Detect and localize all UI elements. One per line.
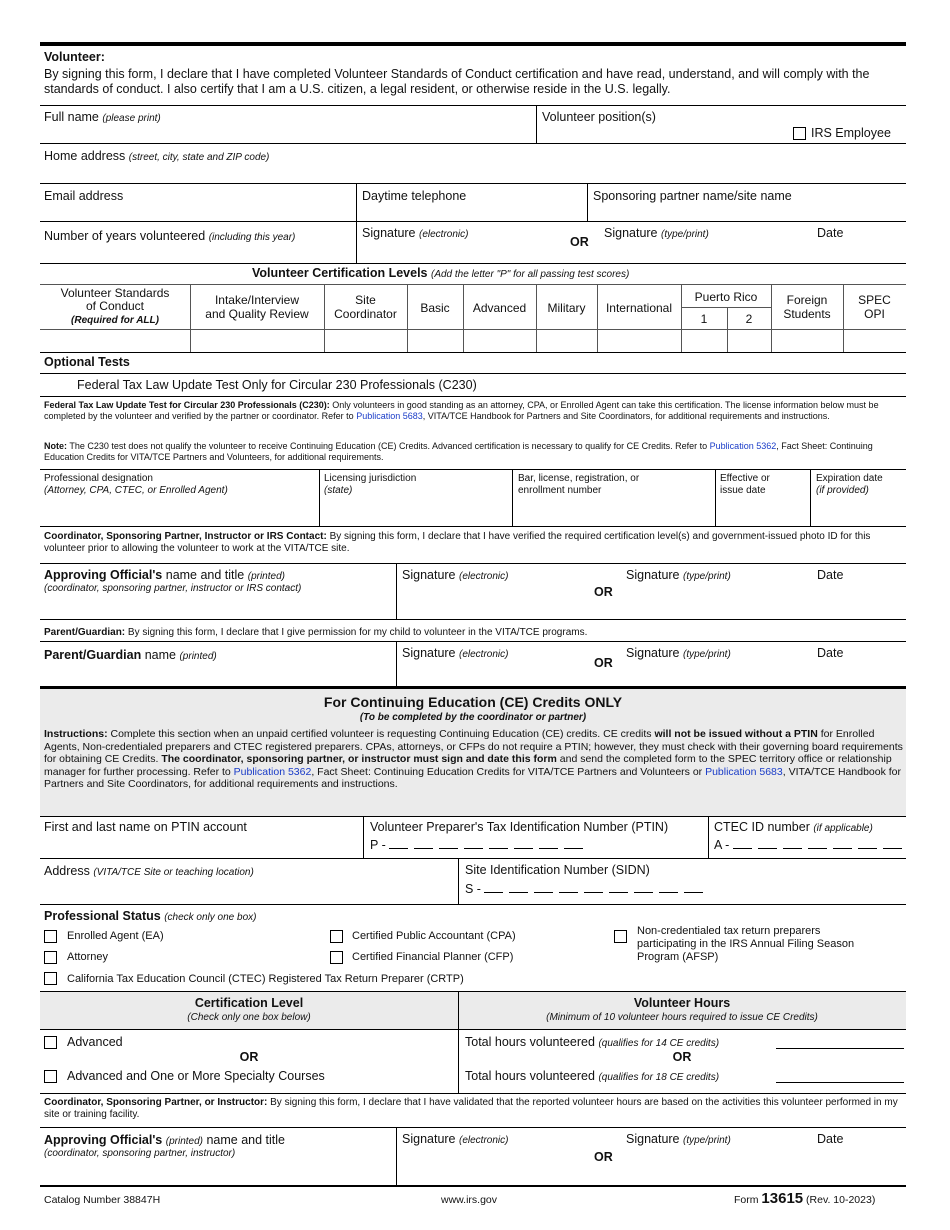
col-standards: Volunteer Standards of Conduct (Required for ALL) — [60, 286, 170, 326]
col-pr-1: 1 — [700, 312, 708, 326]
afsp-label: Non-credentialed tax return preparers participating in the IRS Annual Filing Season Program (AFSP) — [637, 925, 855, 963]
ptin-label: Volunteer Preparer's Tax Identification Number (PTIN) — [370, 820, 669, 834]
effective-date-label: Effective or issue date — [720, 473, 770, 496]
advanced-label: Advanced — [67, 1035, 123, 1049]
hours-14-field[interactable] — [776, 1048, 904, 1049]
hours-18-field[interactable] — [776, 1082, 904, 1083]
parent-or: OR — [594, 656, 613, 670]
ce-subtitle: (To be completed by the coordinator or partner) — [359, 712, 587, 723]
cfp-label: Certified Financial Planner (CFP) — [352, 951, 514, 963]
parent-signature-electronic: Signature (electronic) — [402, 646, 509, 660]
ctec-field[interactable]: A - — [714, 838, 908, 853]
cert-or: OR — [239, 1050, 259, 1064]
advanced-specialty-checkbox[interactable] — [44, 1070, 57, 1083]
approving-official-hint: (coordinator, sponsoring partner, instructor or IRS contact) — [44, 583, 302, 594]
sidn-label: Site Identification Number (SIDN) — [465, 863, 650, 877]
prof-status-heading: Professional Status (check only one box) — [44, 909, 257, 923]
volunteer-or: OR — [570, 235, 589, 249]
ce-coordinator-declaration: Coordinator, Sponsoring Partner, or Instructor: By signing this form, I declare that I have validated that the reported volunteer hours are based on the activities this volunteer performed in my site or training facility. — [44, 1097, 898, 1120]
address-label: Address (VITA/TCE Site or teaching location) — [44, 864, 254, 878]
expiration-date-label: Expiration date (if provided) — [816, 473, 883, 496]
vol-hours-hint: (Minimum of 10 volunteer hours required to issue CE Credits) — [546, 1012, 818, 1023]
cert-level-heading: Certification Level — [194, 996, 304, 1010]
volunteer-signature-typeprint: Signature (type/print) — [604, 226, 709, 240]
irs-employee-label: IRS Employee — [811, 126, 891, 140]
cpa-checkbox[interactable] — [330, 930, 343, 943]
approving-date: Date — [817, 568, 844, 582]
crtp-label: California Tax Education Council (CTEC) Registered Tax Return Preparer (CRTP) — [67, 973, 464, 985]
approving-signature-typeprint: Signature (type/print) — [626, 568, 731, 582]
volunteer-position-label: Volunteer position(s) — [542, 110, 656, 124]
col-site-coordinator: Site Coordinator — [334, 293, 397, 321]
ce-signature-typeprint: Signature (type/print) — [626, 1132, 731, 1146]
col-foreign-students: Foreign Students — [783, 293, 831, 321]
hours-or: OR — [672, 1050, 692, 1064]
col-puerto-rico: Puerto Rico — [694, 290, 758, 304]
ce-signature-electronic: Signature (electronic) — [402, 1132, 509, 1146]
home-address-label: Home address (street, city, state and ZIP code) — [44, 149, 270, 163]
afsp-checkbox[interactable] — [614, 930, 627, 943]
jurisdiction-label: Licensing jurisdiction (state) — [324, 473, 417, 496]
cfp-checkbox[interactable] — [330, 951, 343, 964]
c230-paragraph: Federal Tax Law Update Test for Circular 230 Professionals (C230): Only volunteers in good standing as an attorney, CPA, or Enrolled Agent can take this certification. The license information below must be completed by the volunteer and verified by the partner or coordinator. Refer to Publication 5683, VITA/TCE Handbook for Partners and Site Coordinators, for additional requirements and instructions. — [44, 400, 879, 421]
c230-test-line: Federal Tax Law Update Test Only for Circular 230 Professionals (C230) — [77, 378, 477, 392]
col-intake: Intake/Interview and Quality Review — [205, 293, 309, 321]
attorney-checkbox[interactable] — [44, 951, 57, 964]
cpa-label: Certified Public Accountant (CPA) — [352, 930, 516, 942]
approving-signature-electronic: Signature (electronic) — [402, 568, 509, 582]
full-name-label: Full name (please print) — [44, 110, 161, 124]
coordinator-declaration: Coordinator, Sponsoring Partner, Instructor or IRS Contact: By signing this form, I declare that I have verified the required certification level(s) and government-issued photo ID for this volunteer prior to allowing the volunteer to work at the VITA/TCE site. — [44, 531, 871, 554]
email-label: Email address — [44, 189, 124, 203]
ea-label: Enrolled Agent (EA) — [67, 930, 164, 942]
col-advanced: Advanced — [472, 301, 527, 315]
form-number: Form 13615 (Rev. 10-2023) — [734, 1190, 876, 1207]
ctec-label: CTEC ID number (if applicable) — [714, 820, 873, 834]
catalog-number: Catalog Number 38847H — [44, 1194, 161, 1206]
ptin-name-label: First and last name on PTIN account — [44, 820, 247, 834]
advanced-specialty-label: Advanced and One or More Specialty Courses — [67, 1069, 325, 1083]
col-basic: Basic — [420, 301, 450, 315]
advanced-checkbox[interactable] — [44, 1036, 57, 1049]
approving-or: OR — [594, 585, 613, 599]
ce-title: For Continuing Education (CE) Credits ONLY — [323, 694, 623, 710]
phone-label: Daytime telephone — [362, 189, 467, 203]
vol-hours-heading: Volunteer Hours — [633, 996, 731, 1010]
hours-14-label: Total hours volunteered (qualifies for 14 CE credits) — [465, 1035, 720, 1049]
approving-official-label: Approving Official's name and title (printed) — [44, 568, 285, 582]
irs-url: www.irs.gov — [441, 1194, 498, 1206]
optional-tests-heading: Optional Tests — [44, 355, 130, 369]
c230-note: Note: The C230 test does not qualify the volunteer to receive Continuing Education (CE) Credits. Advanced certification is necessary to qualify for CE Credits. Refer to Publication 5362, Fact Sheet: Continuing Education Credits for VITA/TCE Partners and Volunteers, for additional requirements. — [44, 441, 873, 462]
parent-declaration: Parent/Guardian: By signing this form, I declare that I give permission for my child to volunteer in the VITA/TCE programs. — [44, 627, 588, 638]
volunteer-signature-electronic: Signature (electronic) — [362, 226, 469, 240]
parent-signature-typeprint: Signature (type/print) — [626, 646, 731, 660]
years-label: Number of years volunteered (including this year) — [44, 229, 296, 243]
irs-employee-checkbox[interactable] — [793, 127, 806, 140]
col-pr-2: 2 — [745, 312, 753, 326]
cert-level-hint: (Check only one box below) — [187, 1012, 311, 1023]
ce-approving-hint: (coordinator, sponsoring partner, instructor) — [44, 1148, 236, 1159]
col-military: Military — [547, 301, 586, 315]
partner-label: Sponsoring partner name/site name — [593, 189, 792, 203]
sidn-field[interactable]: S - — [465, 882, 709, 897]
ce-date: Date — [817, 1132, 844, 1146]
volunteer-heading: Volunteer: — [44, 50, 105, 64]
ce-or: OR — [594, 1150, 613, 1164]
parent-date: Date — [817, 646, 844, 660]
top-rule — [40, 42, 906, 46]
bar-license-label: Bar, license, registration, or enrollment number — [518, 473, 640, 496]
prof-designation-label: Professional designation (Attorney, CPA, CTEC, or Enrolled Agent) — [44, 473, 228, 496]
volunteer-date: Date — [817, 226, 844, 240]
hours-18-label: Total hours volunteered (qualifies for 18 CE credits) — [465, 1069, 720, 1083]
ce-approving-label: Approving Official's (printed) name and title — [44, 1133, 285, 1147]
ea-checkbox[interactable] — [44, 930, 57, 943]
crtp-checkbox[interactable] — [44, 972, 57, 985]
ptin-field[interactable]: P - — [370, 838, 589, 853]
attorney-label: Attorney — [67, 951, 108, 963]
parent-name-label: Parent/Guardian name (printed) — [44, 648, 217, 662]
ce-instructions: Instructions: Complete this section when an unpaid certified volunteer is requesting Continuing Education (CE) credits. CE credits will not be issued without a PTIN for Enrolled Agents, Non-credentialed preparers and CTEC registered preparers. CPAs, attorneys, or CFPs do not require a PTIN; however, they must check with their governing board requirements for obtaining CE Credits. The coordinator, sponsoring partner, or instructor must sign and date this form and send the completed form to the SPEC territory office or relationship manager for further processing. Refer to Publication 5362, Fact Sheet: Continuing Education Credits for VITA/TCE Partners and Volunteers or Publication 5683, VITA/TCE Handbook for Partners and Site Coordinators, for additional requirements and instructions. — [44, 728, 903, 790]
col-international: International — [605, 301, 673, 315]
cert-levels-title: Volunteer Certification Levels (Add the letter "P" for all passing test scores) — [252, 266, 630, 280]
volunteer-declaration: By signing this form, I declare that I have completed Volunteer Standards of Conduct certification and have read, understand, and will comply with the standards of conduct. I also certify that I am a U.S. citizen, a legal resident, or otherwise reside in the U.S. legally. — [44, 67, 870, 96]
col-spec-opi: SPEC OPI — [858, 293, 891, 321]
